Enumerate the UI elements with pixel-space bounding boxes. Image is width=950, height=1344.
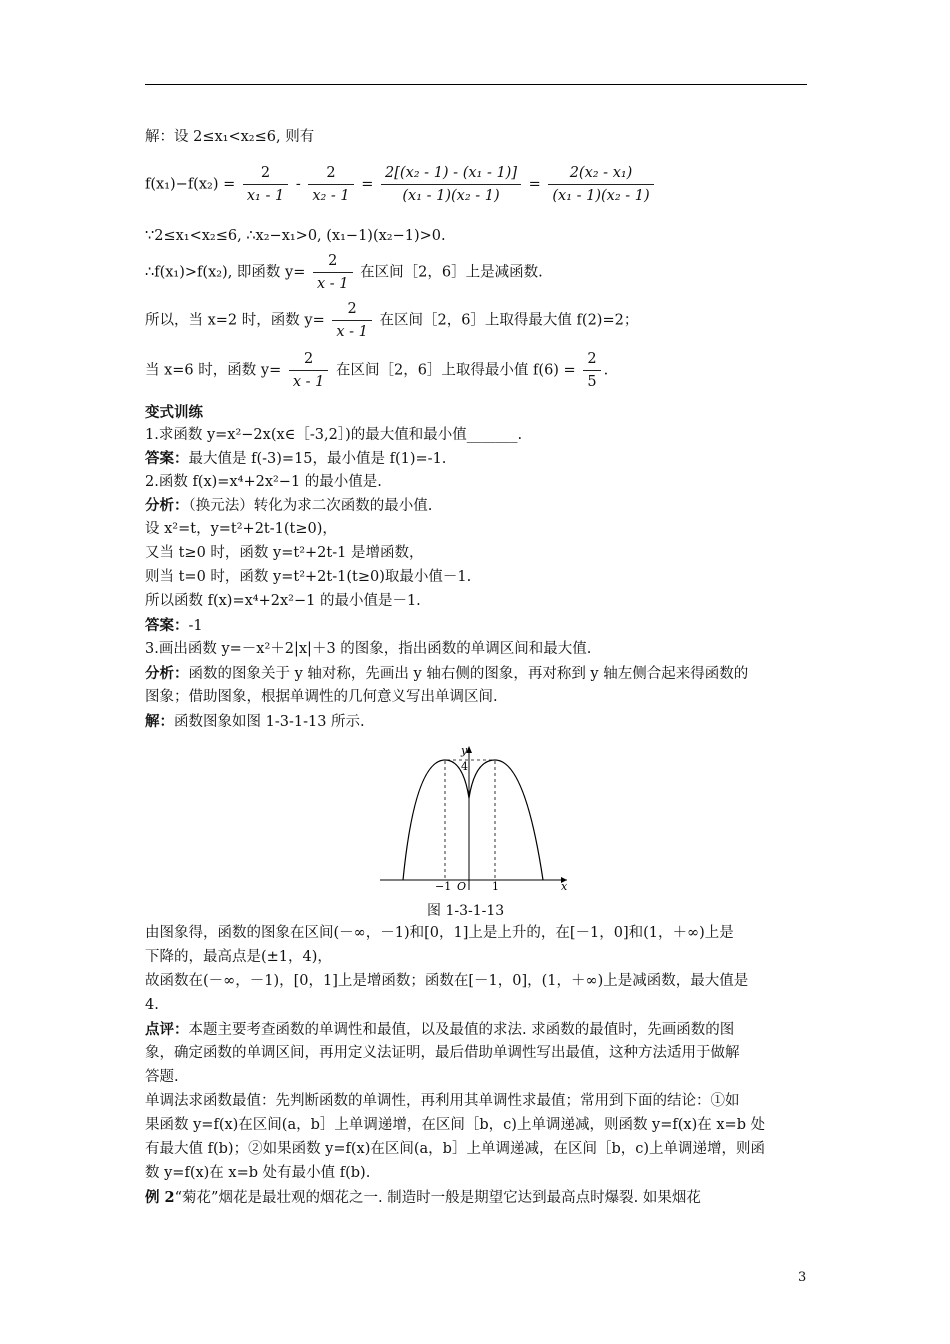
- analysis-2: 分析：（换元法）转化为求二次函数的最小值.: [145, 497, 433, 514]
- exercise-heading: 变式训练: [145, 404, 203, 421]
- mono-line-4: 数 y=f(x)在 x=b 处有最小值 f(b).: [145, 1165, 371, 1181]
- mono-line-3: 有最大值 f(b)；②如果函数 y=f(x)在区间(a，b］上单调递减，在区间［b，c)上单调递增，则函: [145, 1141, 766, 1157]
- solution-line-3: ∵2≤x₁<x₂≤6, ∴x₂−x₁>0, (x₁−1)(x₂−1)>0.: [145, 228, 446, 244]
- curve-left-branch: [403, 760, 469, 880]
- solution-line-2: [145, 164, 657, 205]
- solution-3: 解：函数图象如图 1-3-1-13 所示.: [145, 713, 365, 730]
- answer-1: 答案：最大值是 f(-3)=15，最小值是 f(1)=-1.: [145, 450, 447, 467]
- fraction-y1: $\frac{2}{x - 1}$: [313, 252, 353, 293]
- tick-label-neg1: −1: [435, 880, 452, 892]
- solution-line-1: 解：设 2≤x₁<x₂≤6, 则有: [145, 129, 315, 145]
- question-2: 2.函数 f(x)=x⁴+2x²−1 的最小值是.: [145, 474, 382, 490]
- function-graph: [375, 742, 575, 892]
- review-line-2: 象，确定函数的单调区间，再用定义法证明，最后借助单调性写出最值，这种方法适用于做解: [145, 1045, 740, 1061]
- solution-line-6: 当 x=6 时，函数 y= $\frac{2}{x - 1}$ 在区间［2，6］上取得最小值 f(6) = $\frac{2}{5}$ .: [145, 351, 609, 390]
- solution-line-5: 所以，当 x=2 时，函数 y= $\frac{2}{x - 1}$ 在区间［2，6］上取得最大值 f(2)=2；: [145, 301, 639, 340]
- fraction-3: $\frac{\text{2[(x₂ - 1) - (x₁ - 1)]}}{\text{(x₁ - 1)(x₂ - 1)}}$: [381, 164, 521, 205]
- fraction-2: $\frac{2}{\text{x₂ - 1}}$: [308, 164, 353, 205]
- conclusion-line-1: 由图象得，函数的图象在区间(－∞，－1)和[0，1]上是上升的，在[－1，0]和(1，＋∞)上是: [145, 925, 734, 941]
- step-2-2: 又当 t≥0 时，函数 y=t²+2t-1 是增函数，: [145, 545, 424, 561]
- question-1: 1.求函数 y=x²−2x(x∈［-3,2］)的最大值和最小值_______.: [145, 427, 523, 443]
- review-line-1: 点评：本题主要考查函数的单调性和最值，以及最值的求法. 求函数的最值时，先画函数的图: [145, 1021, 735, 1038]
- equals-sign-2: =: [528, 176, 541, 193]
- origin-label: O: [457, 880, 467, 892]
- fraction-y2: $\frac{2}{x - 1}$: [332, 300, 372, 341]
- fraction-y3: $\frac{2}{x - 1}$: [289, 350, 329, 391]
- curve-right-branch: [469, 760, 543, 880]
- fraction-min-value: $\frac{2}{5}$: [583, 350, 600, 391]
- step-2-3: 则当 t=0 时，函数 y=t²+2t-1(t≥0)取最小值－1.: [145, 569, 472, 585]
- page-number: 3: [798, 1270, 807, 1285]
- header-rule: [145, 84, 807, 85]
- x-axis-label: x: [561, 880, 568, 892]
- difference-lhs: f(x₁)−f(x₂) =: [145, 176, 236, 193]
- figure-caption: 图 1-3-1-13: [427, 903, 505, 919]
- review-line-3: 答题.: [145, 1069, 179, 1085]
- example-2-line: 例 2“菊花”烟花是最壮观的烟花之一. 制造时一般是期望它达到最高点时爆裂. 如果烟花: [145, 1189, 701, 1206]
- fraction-4: $\frac{\text{2(x₂ - x₁)}}{\text{(x₁ - 1)(x₂ - 1)}}$: [548, 164, 653, 205]
- conclusion-line-2: 下降的，最高点是(±1，4)，: [145, 949, 332, 965]
- equals-sign-1: =: [361, 176, 374, 193]
- solution-line-4: ∴f(x₁)>f(x₂), 即函数 y= $\frac{2}{x - 1}$ 在区间［2，6］上是减函数.: [145, 253, 543, 292]
- analysis-3-line-2: 图象；借助图象，根据单调性的几何意义写出单调区间.: [145, 689, 498, 705]
- step-2-4: 所以函数 f(x)=x⁴+2x²−1 的最小值是－1.: [145, 593, 421, 609]
- y-axis-label: y: [461, 744, 468, 757]
- tick-label-4: 4: [461, 760, 468, 773]
- mono-line-2: 果函数 y=f(x)在区间(a，b］上单调递增，在区间［b，c)上单调递减，则函数 y=f(x)在 x=b 处: [145, 1117, 766, 1133]
- analysis-3-line-1: 分析：函数的图象关于 y 轴对称，先画出 y 轴右侧的图象，再对称到 y 轴左侧合起来得函数的: [145, 665, 749, 682]
- mono-line-1: 单调法求函数最值：先判断函数的单调性，再利用其单调性求最值；常用到下面的结论：①如: [145, 1093, 740, 1109]
- question-3: 3.画出函数 y=－x²＋2|x|＋3 的图象，指出函数的单调区间和最大值.: [145, 641, 592, 657]
- minus-sign: -: [295, 176, 301, 193]
- conclusion-line-4: 4.: [145, 997, 159, 1013]
- tick-label-1: 1: [492, 880, 499, 892]
- answer-2: 答案：-1: [145, 617, 203, 634]
- conclusion-line-3: 故函数在(－∞，－1)，[0，1]上是增函数；函数在[－1，0]，(1，＋∞)上是减函数，最大值是: [145, 973, 749, 989]
- step-2-1: 设 x²=t，y=t²+2t-1(t≥0)，: [145, 521, 337, 537]
- fraction-1: $\frac{2}{\text{x₁ - 1}}$: [243, 164, 288, 205]
